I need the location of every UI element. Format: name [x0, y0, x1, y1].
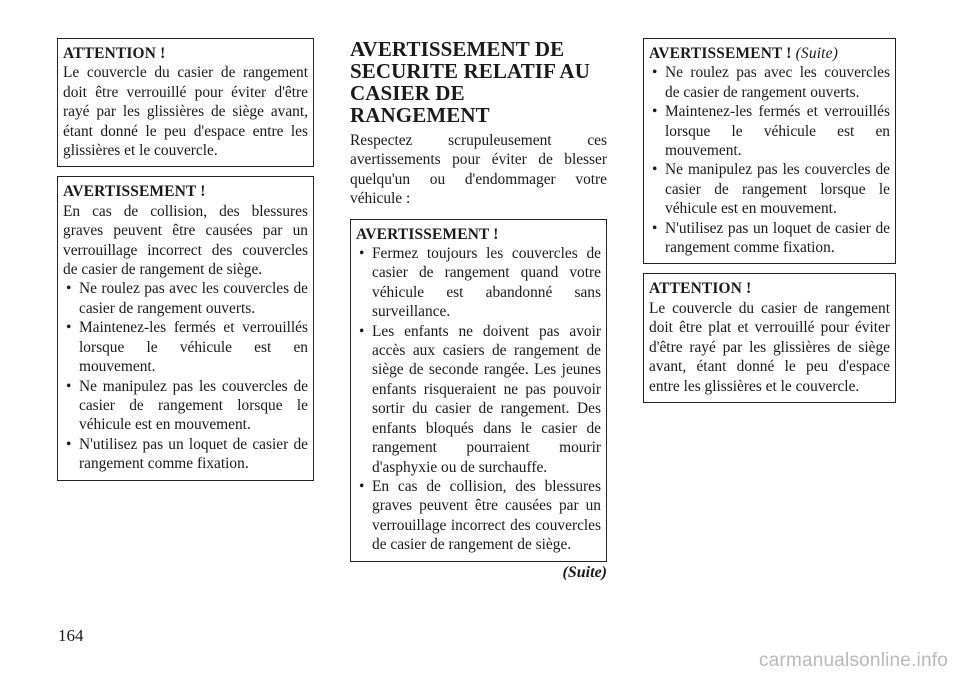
attention-heading: ATTENTION !	[63, 45, 166, 62]
bullet-item: • N'utilisez pas un loquet de casier de rangement comme fixation.	[649, 219, 890, 258]
warning-heading	[649, 44, 890, 63]
warning-heading-text: AVERTISSEMENT !	[649, 45, 792, 62]
section-title: AVERTISSEMENT DE SECURITE RELATIF AU CASIER DE RANGEMENT	[350, 37, 590, 127]
bullet-item: • Les enfants ne doivent pas avoir accès aux casiers de rangement de siège de seconde rangée. Les jeunes enfants risqueraient ne pas pouvoir sortir du casier de rangement. Des enfants bloqués dans le casier de rangement pourraient mourir d'asphyxie ou de surchauffe.	[356, 322, 601, 477]
continued-label: (Suite)	[562, 563, 607, 581]
bullet-item: • N'utilisez pas un loquet de casier de rangement comme fixation.	[63, 435, 308, 474]
warning-box	[350, 219, 607, 562]
warning-heading: AVERTISSEMENT !	[63, 183, 206, 201]
warning-heading: AVERTISSEMENT !	[356, 225, 499, 243]
attention-box	[643, 273, 896, 402]
warning-box	[643, 38, 896, 264]
warning-text: En cas de collision, des blessures graves peuvent être causées par un verrouillage incorrect des couvercles de casier de rangement de siège.	[63, 202, 308, 279]
left-column	[57, 38, 314, 481]
bullet-item: • Ne roulez pas avec les couvercles de casier de rangement ouverts.	[63, 279, 308, 318]
intro-paragraph: Respectez scrupuleusement ces avertissements pour éviter de blesser quelqu'un ou d'endommager votre véhicule :	[350, 132, 607, 208]
bullet-item: • Maintenez-les fermés et verrouillés lorsque le véhicule est en mouvement.	[649, 102, 890, 160]
bullet-item: • Ne manipulez pas les couvercles de casier de rangement lorsque le véhicule est en mouvement.	[649, 160, 890, 218]
middle-column	[350, 38, 607, 582]
bullet-item: • Ne roulez pas avec les couvercles de casier de rangement ouverts.	[649, 63, 890, 102]
warning-bullet-list	[649, 63, 890, 257]
page-number: 164	[58, 626, 84, 645]
attention-box	[57, 38, 314, 167]
warning-bullet-list	[63, 279, 308, 473]
attention-text: Le couvercle du casier de rangement doit être verrouillé pour éviter d'être rayé par les glissières de siège avant, étant donné le peu d'espace entre les glissières et le couvercle.	[63, 64, 308, 160]
watermark: carmanualsonline.info	[758, 650, 948, 671]
right-column	[643, 38, 896, 403]
warning-box	[57, 176, 314, 480]
attention-heading: ATTENTION !	[649, 280, 752, 298]
warning-bullet-list	[356, 244, 601, 555]
bullet-item: • Ne manipulez pas les couvercles de casier de rangement lorsque le véhicule est en mouvement.	[63, 377, 308, 435]
bullet-item: • Maintenez-les fermés et verrouillés lorsque le véhicule est en mouvement.	[63, 318, 308, 376]
continued-label: (Suite)	[795, 45, 839, 62]
bullet-item: • En cas de collision, des blessures graves peuvent être causées par un verrouillage incorrect des couvercles de casier de rangement de siège.	[356, 477, 601, 555]
attention-text: Le couvercle du casier de rangement doit être plat et verrouillé pour éviter d'être rayé par les glissières de siège avant, étant donné le peu d'espace entre les glissières et le couvercle.	[649, 299, 890, 395]
bullet-item: • Fermez toujours les couvercles de casier de rangement quand votre véhicule est abandonné sans surveillance.	[356, 244, 601, 322]
